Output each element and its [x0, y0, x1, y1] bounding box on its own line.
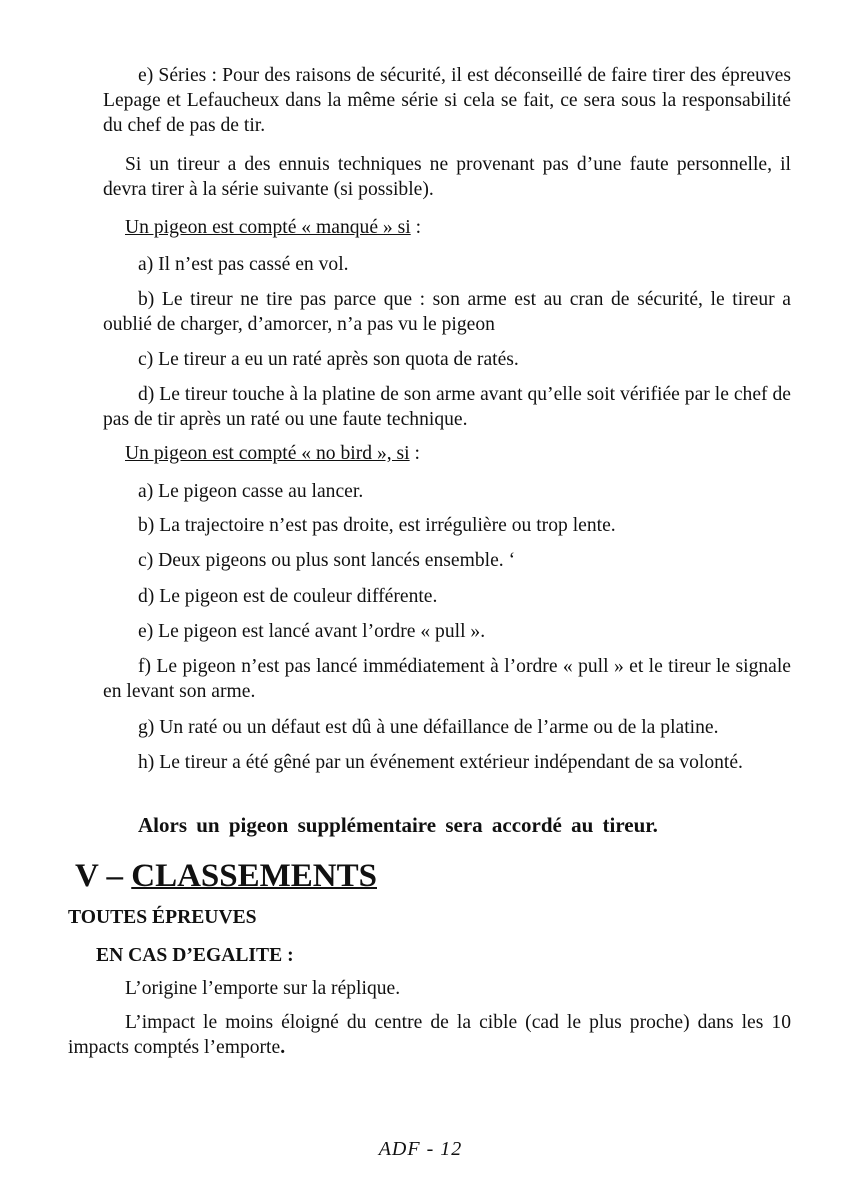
- nobird-heading: Un pigeon est compté « no bird », si :: [125, 443, 420, 464]
- all-events-heading: TOUTES ÉPREUVES: [68, 907, 257, 928]
- tie-rule: L’impact le moins éloigné du centre de la cible (cad le plus proche) dans les 10 impacts comptés l’emporte.: [68, 1012, 791, 1058]
- nobird-item: g) Un raté ou un défaut est dû à une défaillance de l’arme ou de la platine.: [138, 717, 719, 738]
- nobird-item: e) Le pigeon est lancé avant l’ordre « pull ».: [138, 621, 486, 642]
- manque-item: c) Le tireur a eu un raté après son quota de ratés.: [138, 349, 519, 370]
- nobird-item: b) La trajectoire n’est pas droite, est irrégulière ou trop lente.: [138, 515, 616, 536]
- section-title: V – CLASSEMENTS: [75, 858, 377, 894]
- nobird-item: a) Le pigeon casse au lancer.: [138, 481, 364, 502]
- manque-item: d) Le tireur touche à la platine de son arme avant qu’elle soit vérifiée par le chef de pas de tir après un raté ou une faute technique.: [103, 384, 791, 430]
- technical-issue-paragraph: Si un tireur a des ennuis techniques ne provenant pas d’une faute personnelle, il devra tirer à la série suivante (si possible).: [103, 154, 791, 200]
- nobird-item: f) Le pigeon n’est pas lancé immédiatement à l’ordre « pull » et le tireur le signale en levant son arme.: [103, 656, 791, 702]
- manque-heading: Un pigeon est compté « manqué » si :: [125, 217, 422, 238]
- nobird-item: d) Le pigeon est de couleur différente.: [138, 586, 438, 607]
- nobird-conclusion: Alors un pigeon supplémentaire sera accordé au tireur.: [138, 813, 658, 837]
- nobird-item: c) Deux pigeons ou plus sont lancés ensemble. ‘: [138, 550, 516, 571]
- nobird-item: h) Le tireur a été gêné par un événement extérieur indépendant de sa volonté.: [138, 752, 743, 773]
- tie-heading: EN CAS D’EGALITE :: [96, 945, 294, 966]
- page-footer: ADF - 12: [378, 1138, 463, 1160]
- manque-item: b) Le tireur ne tire pas parce que : son arme est au cran de sécurité, le tireur a oublié de charger, d’amorcer, n’a pas vu le pigeon: [103, 289, 791, 335]
- series-paragraph: e) Séries : Pour des raisons de sécurité, il est déconseillé de faire tirer des épreuves Lepage et Lefaucheux dans la même série si cela se fait, ce sera sous la responsabilité du chef de pas de tir.: [103, 65, 791, 136]
- tie-rule: L’origine l’emporte sur la réplique.: [125, 978, 401, 999]
- manque-item: a) Il n’est pas cassé en vol.: [138, 254, 349, 275]
